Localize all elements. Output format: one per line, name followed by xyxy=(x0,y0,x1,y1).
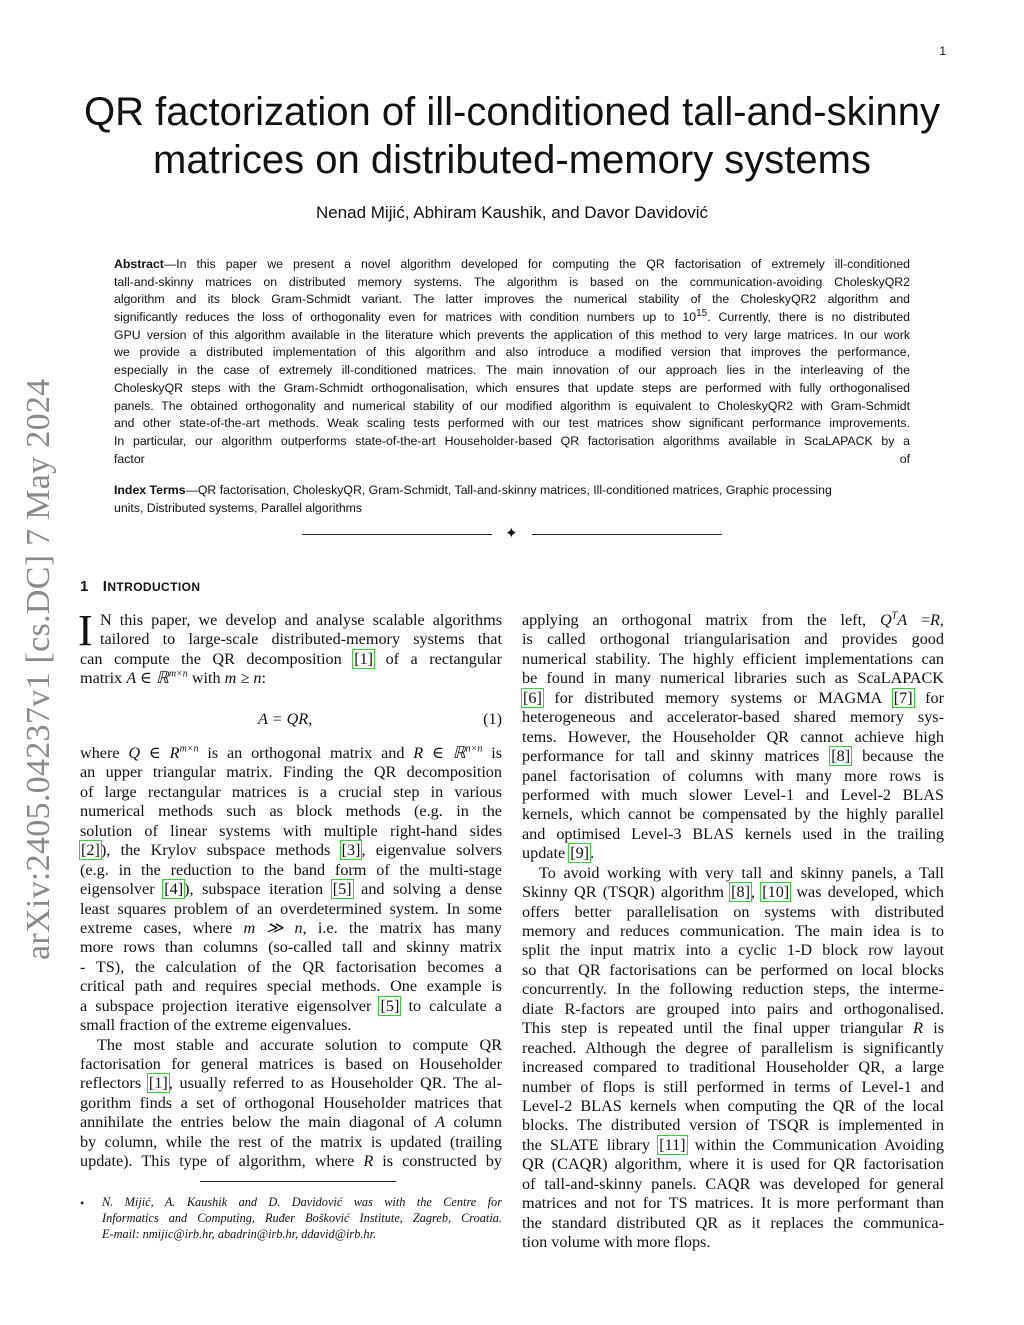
body-line: - TS), the calculation of the QR factorisation becomes a xyxy=(80,957,502,976)
body-text: , i.e. the matrix has many xyxy=(302,918,502,937)
abstract-line: we provide a distributed implementation of this algorithm and also introduce a modified version that improves the performance, xyxy=(114,345,910,360)
abstract-line: panels. The obtained orthogonality and numerical stability of our modified algorithm is equivalent to CholeskyQR2 with Gram-Schmidt xyxy=(114,398,910,413)
abstract-line: —In this paper we present a novel algorithm developed for computing the QR factorisation of extremely ill-conditioned xyxy=(163,257,910,271)
authors: Nenad Mijić, Abhiram Kaushik, and Davor Davidović xyxy=(315,203,709,222)
body-line: reached. Although the degree of parallelism is significantly xyxy=(522,1038,944,1057)
body-line: tems. However, the Householder QR cannot achieve high xyxy=(522,727,944,746)
body-line: of large rectangular matrices is a crucial step in various xyxy=(80,782,502,801)
citation-link[interactable]: [5] xyxy=(380,996,400,1015)
paper-title xyxy=(70,88,954,184)
citation-link[interactable]: [11] xyxy=(659,1135,686,1154)
index-terms-line: —QR factorisation, CholeskyQR, Gram-Schmidt, Tall-and-skinny matrices, Ill-conditioned matrices, Graphic processing xyxy=(185,483,832,497)
body-line: of tall-and-skinny panels. CAQR was developed for general xyxy=(522,1174,944,1193)
body-text: column xyxy=(445,1113,502,1132)
body-line: be found in many numerical libraries such as ScaLAPACK xyxy=(522,669,944,688)
abstract-line: . Currently, there is no distributed xyxy=(707,310,910,325)
body-text: . xyxy=(590,844,595,863)
page-number: 1 xyxy=(939,44,946,58)
body-text: : xyxy=(261,669,266,688)
body-line: and optimised Level-3 BLAS kernels used in the trailing xyxy=(522,824,944,843)
body-line: tailored to large-scale distributed-memory systems that xyxy=(100,630,502,649)
citation-link[interactable]: [5] xyxy=(332,880,352,899)
body-line: N this paper, we develop and analyse scalable algorithms xyxy=(100,611,502,629)
abstract-line: CholeskyQR steps with the Gram-Schmidt orthogonalisation, which ensures that update steps are performed with fully orthogonalised xyxy=(114,380,910,395)
body-text: is an orthogonal matrix and xyxy=(198,744,414,762)
body-line: by column, while the rest of the matrix is updated (trailing xyxy=(80,1132,502,1151)
body-text: to calculate a xyxy=(400,996,502,1015)
body-line: least squares problem of an overdetermined system. In some xyxy=(80,899,502,918)
citation-link[interactable]: [3] xyxy=(341,841,361,860)
body-text: was developed, which xyxy=(790,883,945,902)
abstract-line: significantly reduces the loss of orthogonality even for matrices with condition numbers up to 10 xyxy=(114,310,697,325)
body-text: of a rectangular xyxy=(374,649,502,668)
citation-link[interactable]: [10] xyxy=(762,883,790,902)
body-text: ), the Krylov subspace methods xyxy=(100,841,341,860)
abstract-line: algorithm and its block Gram-Schmidt variant. The latter improves the numerical stability of the CholeskyQR2 algorithm and xyxy=(114,292,910,307)
index-terms-label: Index Terms xyxy=(114,483,186,497)
body-line: factorisation for general matrices is based on Householder xyxy=(80,1055,502,1073)
body-line: QR (CAQR) algorithm, where it is used for QR factorisation xyxy=(522,1155,944,1174)
math-superscript: m×n xyxy=(168,668,188,680)
section-separator xyxy=(302,526,722,542)
math-inline: R, xyxy=(930,611,944,629)
body-line: numerical methods such as block methods (e.g. in the xyxy=(80,802,502,821)
body-text: annihilate the entries below the main diagonal of xyxy=(80,1113,436,1132)
section-title-rest: NTRODUCTION xyxy=(107,580,201,594)
math-superscript: T xyxy=(891,610,898,622)
abstract-line: tall-and-skinny matrices on distributed memory systems. The algorithm is based on the communication-avoiding CholeskyQR2 xyxy=(114,274,910,289)
math-inline: A xyxy=(435,1113,445,1132)
abstract-line: GPU version of this algorithm available in the literature which prevents the application of this method to very large matrices. In our work xyxy=(114,327,910,342)
math-superscript: n×n xyxy=(465,743,483,755)
body-line: The most stable and accurate solution to compute QR xyxy=(97,1035,502,1054)
body-line: heterogeneous and accelerator-based shared memory sys- xyxy=(522,708,944,727)
body-line: is called orthogonal triangularisation and provides good xyxy=(522,630,944,649)
body-line: matrices and not for TS matrices. It is more performant than xyxy=(522,1194,944,1213)
body-text: a subspace projection iterative eigensolver xyxy=(80,996,380,1015)
body-line: (e.g. in the reduction to the band form of the multi-stage xyxy=(80,860,502,879)
body-line: concurrently. In the following reduction steps, the interme- xyxy=(522,980,944,999)
body-line: split the input matrix into a cyclic 1-D block row layout xyxy=(522,941,944,960)
citation-link[interactable]: [8] xyxy=(731,883,751,902)
math-inline: m ≥ n xyxy=(224,669,262,688)
body-line: To avoid working with very tall and skinny panels, a Tall xyxy=(539,863,944,882)
body-line: memory and reduces communication. The main idea is to xyxy=(522,922,944,940)
body-text: update). This type of algorithm, where xyxy=(80,1152,364,1171)
abstract-line: In particular, our algorithm outperforms state-of-the-art Householder-based QR factorisation algorithms available in ScaLAPACK by a xyxy=(114,433,910,448)
body-text: matrix xyxy=(80,669,127,688)
left-column-intro xyxy=(78,606,502,689)
body-text: ), subspace iteration xyxy=(184,880,332,899)
footnote-line: Informatics and Computing, Ruđer Bošković Institute, Zagreb, Croatia. xyxy=(102,1211,502,1225)
math-inline: A xyxy=(897,611,908,629)
body-text: , usually referred to as Householder QR. The al- xyxy=(168,1074,502,1093)
body-text: Skinny QR (TSQR) algorithm xyxy=(522,883,731,902)
citation-link[interactable]: [1] xyxy=(148,1074,168,1093)
section-number: 1 xyxy=(80,578,89,595)
body-text: the SLATE library xyxy=(522,1135,659,1154)
body-line: performed with much slower Level-1 and Level-2 BLAS xyxy=(522,785,944,804)
body-text: extreme cases, where xyxy=(80,918,244,937)
body-line: small fraction of the extreme eigenvalues. xyxy=(80,1016,352,1035)
title-line-2: matrices on distributed-memory systems xyxy=(153,138,871,182)
equation-1 xyxy=(80,710,502,732)
body-text: , eigenvalue solvers xyxy=(361,841,502,860)
math-inline: R xyxy=(913,1019,923,1038)
body-line: offers better parallelisation on systems with distributed xyxy=(522,902,944,921)
exponent-15: 15 xyxy=(696,307,708,319)
body-line: tion volume with more flops. xyxy=(522,1233,711,1251)
body-text: for distributed memory systems or MAGMA xyxy=(542,688,893,707)
footnote xyxy=(80,1194,502,1242)
left-column-body xyxy=(80,744,502,1172)
arxiv-stamp: arXiv:2405.04237v1 [cs.DC] 7 May 2024 xyxy=(20,378,57,960)
math-superscript: m×n xyxy=(179,743,199,755)
math-inline: A ∈ ℝ xyxy=(126,669,169,688)
title-line-1: QR factorization of ill-conditioned tall-and-skinny xyxy=(84,90,940,134)
body-line: numerical stability. The highly efficient implementations can xyxy=(522,649,944,668)
body-text: can compute the QR decomposition xyxy=(80,649,354,668)
math-inline: m ≫ n xyxy=(243,918,303,937)
section-heading xyxy=(80,578,200,595)
body-line: Level-2 BLAS kernels when computing the QR of the local xyxy=(522,1096,944,1115)
body-line: gorithm finds a set of orthogonal Householder matrices that xyxy=(80,1093,502,1112)
body-text: is xyxy=(923,1019,944,1038)
math-inline: Q xyxy=(879,611,892,629)
body-line: more rows than columns (so-called tall and skinny matrix xyxy=(80,938,502,957)
body-text: applying an orthogonal matrix from the left, xyxy=(522,611,880,629)
body-line: diate R-factors are grouped into pairs and orthogonalised. xyxy=(522,999,944,1018)
body-line: solution of linear systems with multiple right-hand sides xyxy=(80,821,502,840)
body-text: performance for tall and skinny matrices xyxy=(522,747,831,766)
index-terms xyxy=(114,482,910,517)
body-text: This step is repeated until the final upper triangular xyxy=(522,1019,914,1038)
drop-cap: I xyxy=(78,606,93,655)
citation-link[interactable]: [8] xyxy=(831,747,851,766)
body-text: is constructed by xyxy=(373,1152,502,1171)
abstract-label: Abstract xyxy=(114,257,164,271)
section-title-initial: I xyxy=(102,578,108,595)
body-text: within the Communication Avoiding xyxy=(686,1135,944,1154)
body-text: = xyxy=(907,611,931,629)
body-text: and solving a dense xyxy=(352,880,503,899)
footnote-line: E-mail: nmijic@irb.hr, abadrin@irb.hr, ddavid@irb.hr. xyxy=(102,1227,377,1241)
separator-rule-right xyxy=(532,534,722,535)
citation-link[interactable]: [2] xyxy=(81,841,100,860)
body-line: number of flops is still performed in terms of Level-1 and xyxy=(522,1077,944,1096)
body-text: for xyxy=(913,688,944,707)
math-inline: R ∈ ℝ xyxy=(413,744,466,762)
body-line: an upper triangular matrix. Finding the QR decomposition xyxy=(80,763,502,782)
math-inline: R xyxy=(363,1152,374,1171)
citation-link[interactable]: [7] xyxy=(893,688,913,707)
separator-rule-left xyxy=(302,534,492,535)
body-text: is xyxy=(482,744,502,762)
body-line: panel factorisation of columns with many more rows is xyxy=(522,766,944,785)
citation-link[interactable]: [1] xyxy=(354,649,374,668)
footnote-bullet-icon: • xyxy=(80,1196,85,1210)
body-line: so that QR factorisations can be performed on local blocks xyxy=(522,960,944,979)
citation-link[interactable]: [4] xyxy=(164,880,184,899)
body-line: blocks. The distributed version of TSQR is implemented in xyxy=(522,1116,944,1135)
body-text: reflectors xyxy=(80,1074,148,1093)
citation-link[interactable]: [6] xyxy=(523,688,542,707)
body-text: because the xyxy=(851,747,944,766)
body-text: eigensolver xyxy=(80,880,164,899)
body-text: where xyxy=(80,744,129,762)
abstract-line: especially in the case of extremely ill-conditioned matrices. The main innovation of our approach lies in the interleaving of the xyxy=(114,363,910,378)
separator-diamond-icon: ✦ xyxy=(505,526,518,542)
body-line: the standard distributed QR as it replaces the communica- xyxy=(522,1213,944,1232)
citation-link[interactable]: [9] xyxy=(570,844,590,863)
math-inline: Q ∈ R xyxy=(128,744,180,762)
footnote-line: N. Mijić, A. Kaushik and D. Davidović was with the Centre for xyxy=(102,1195,502,1209)
right-column-body xyxy=(522,611,944,1252)
body-line: kernels, which cannot be compensated by the highly parallel xyxy=(522,805,944,824)
equation-expression: A = QR, xyxy=(258,710,313,728)
body-line: critical path and requires special methods. One example is xyxy=(80,977,502,996)
body-text: update xyxy=(522,844,570,863)
abstract-line: factor of xyxy=(114,451,910,466)
index-terms-line: units, Distributed systems, Parallel algorithms xyxy=(114,500,363,515)
body-text: with xyxy=(187,669,225,688)
abstract-line: and other state-of-the-art methods. Weak scaling tests performed with our test matrices show significant performance improvements. xyxy=(114,416,910,431)
body-line: increased compared to traditional Householder QR, a large xyxy=(522,1058,944,1077)
equation-number: (1) xyxy=(483,710,502,728)
body-text: , xyxy=(751,883,762,902)
abstract xyxy=(114,256,910,468)
footnote-rule xyxy=(200,1181,396,1182)
